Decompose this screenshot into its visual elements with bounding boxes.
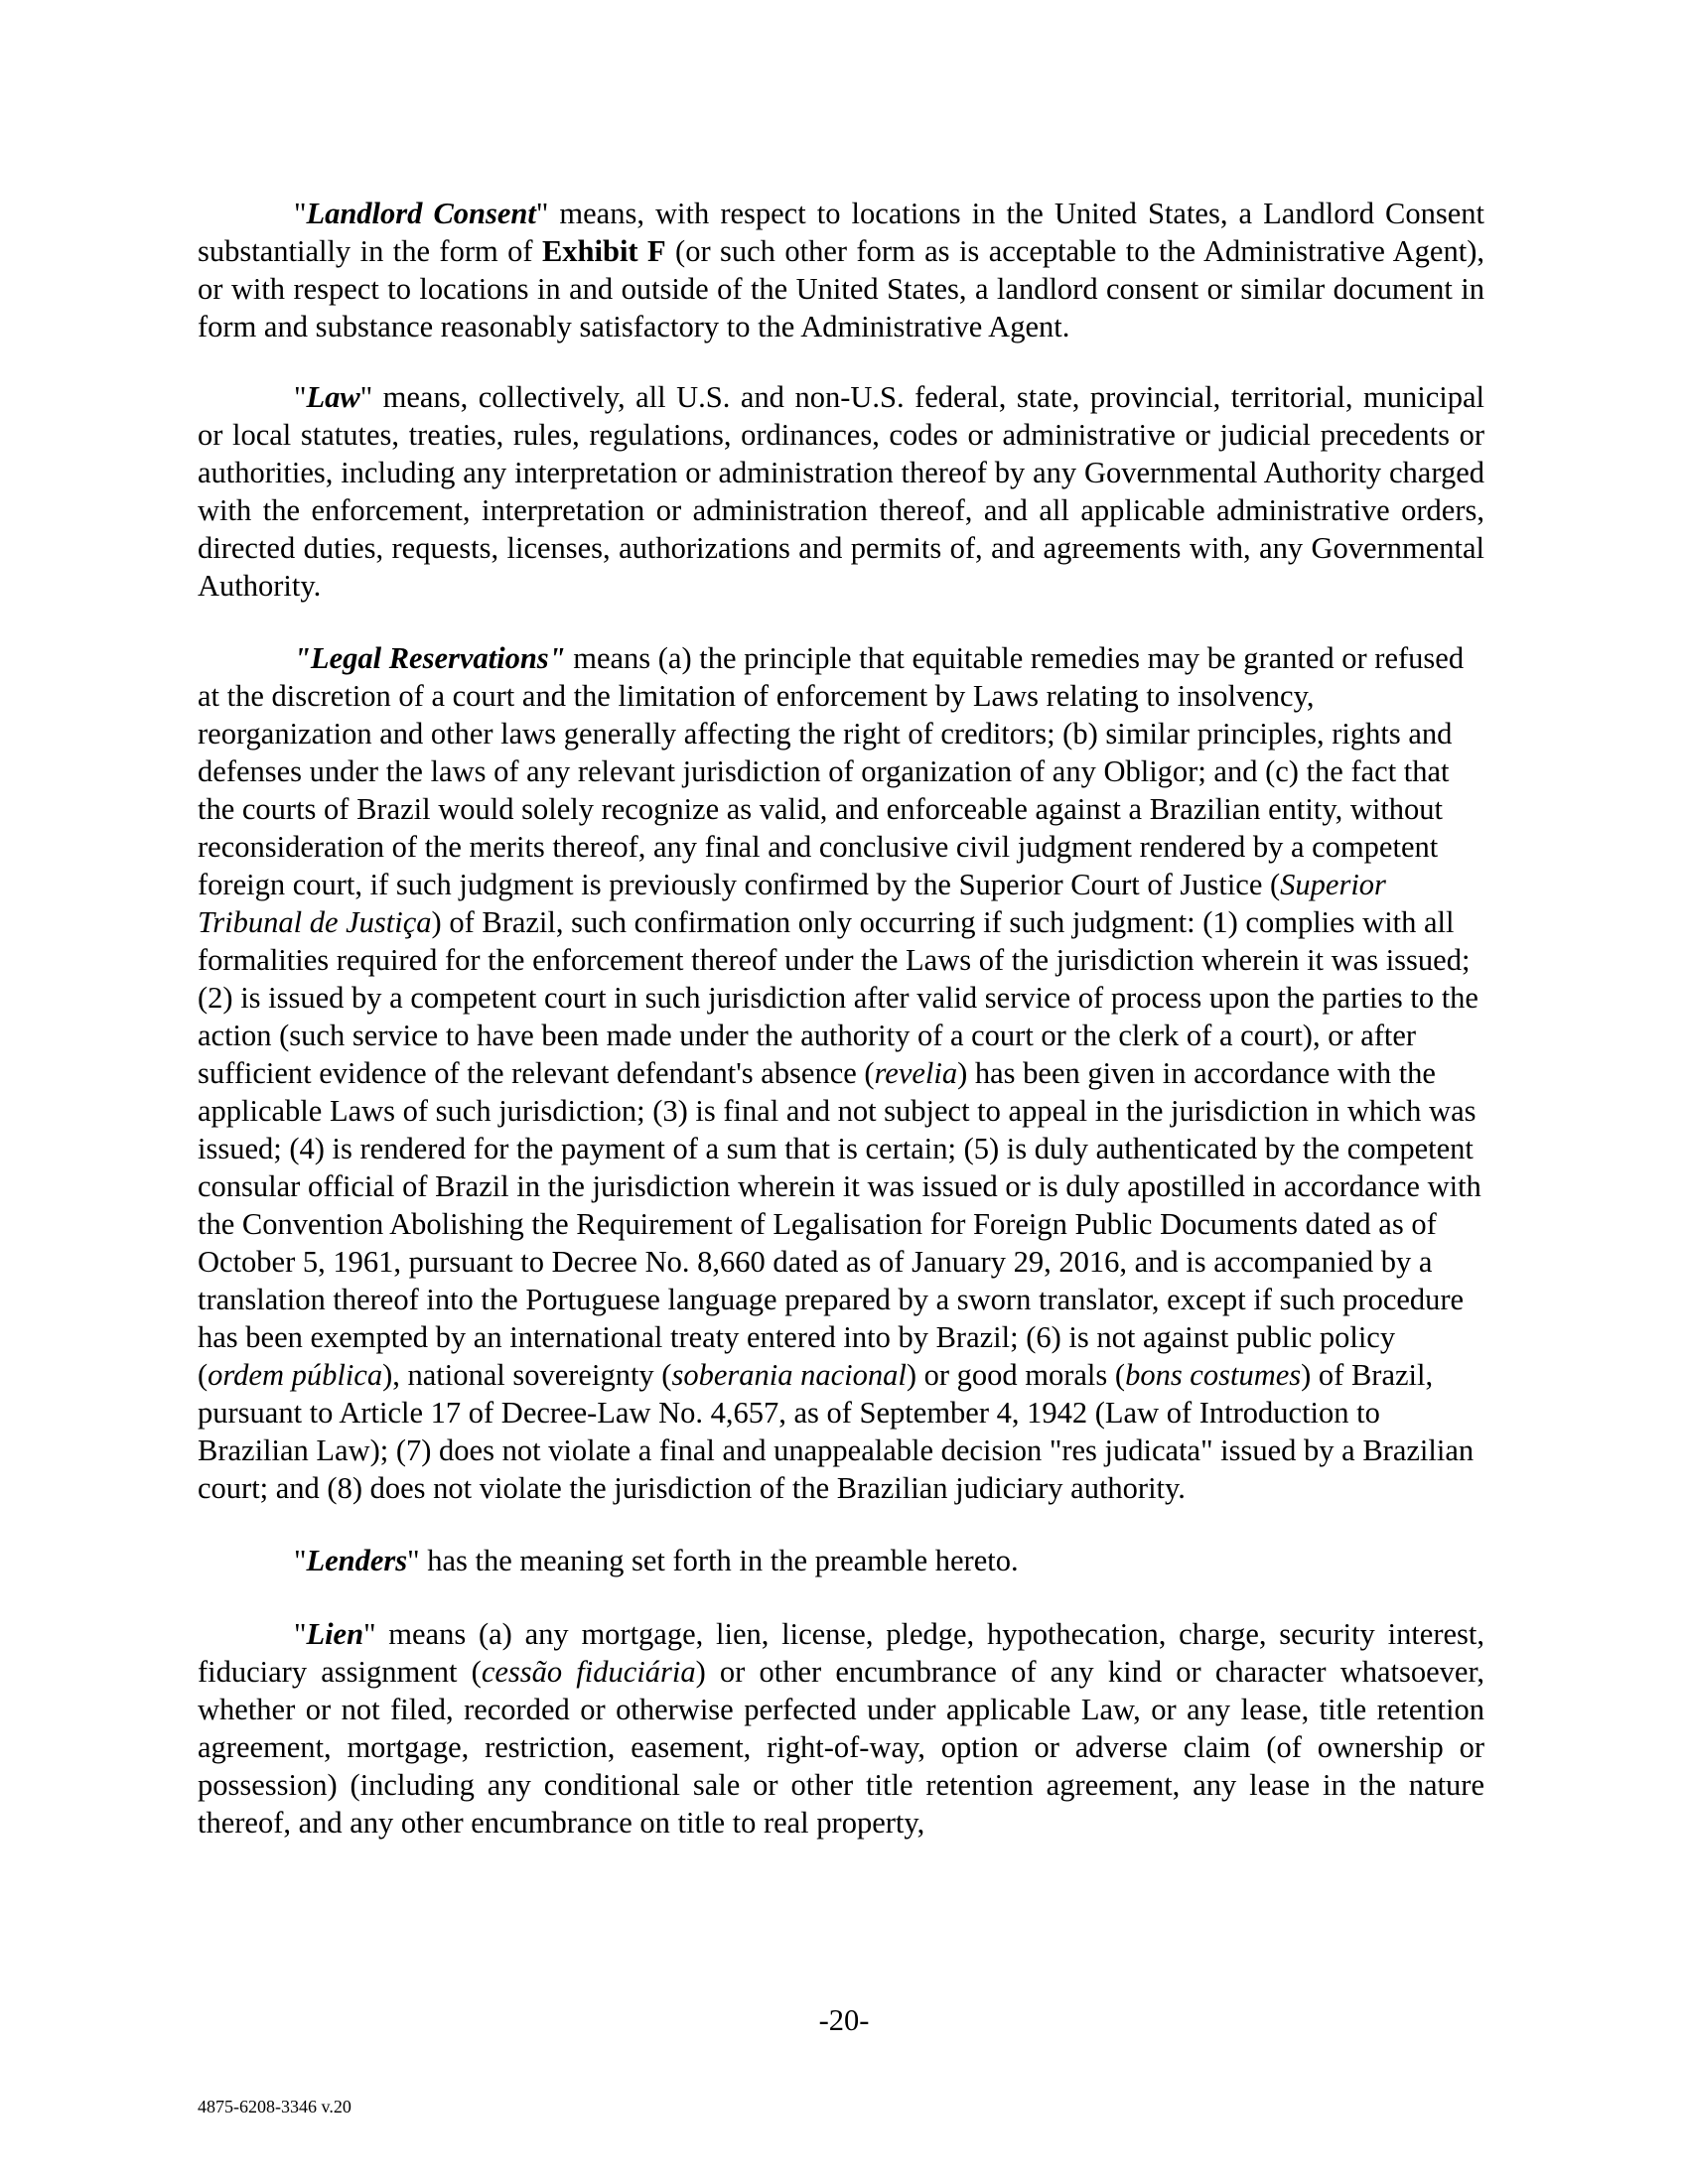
- definition-text: ) of Brazil, such confirmation only occurring if such judgment: (1) complies with all formalities required for the enforcement thereof under the Laws of the jurisdiction wherein it was issued; (2) is issued by a competent court in such jurisdiction after valid service of process upon the parties to the action (such service to have been made under the authority of a court or the clerk of a court), or after sufficient evidence of the relevant defendant's absence (: [198, 905, 1478, 1090]
- foreign-term: bons costumes: [1125, 1358, 1302, 1392]
- document-id: 4875-6208-3346 v.20: [198, 2097, 352, 2116]
- foreign-term: revelia: [874, 1056, 958, 1090]
- defined-term: "Legal Reservations": [294, 641, 566, 675]
- definition-text: (or such other form as is acceptable to the Administrative Agent), or with respect to locations in and outside of the United States, a landlord consent or similar document in form and substance reasonably satisfactory to the Administrative Agent.: [198, 234, 1484, 343]
- page-number: -20-: [818, 2003, 870, 2037]
- definition-lien: [198, 1615, 1484, 1842]
- definition-legal-reservations: [198, 639, 1484, 1507]
- definition-text: ) of Brazil, pursuant to Article 17 of Decree-Law No. 4,657, as of September 4, 1942 (Law of Introduction to Brazilian Law); (7) does not violate a final and unappealable decision "res judicata" issued by a Brazilian court; and (8) does not violate the jurisdiction of the Brazilian judiciary authority.: [198, 1358, 1475, 1505]
- foreign-term: soberania nacional: [671, 1358, 907, 1392]
- definition-text: ": [294, 197, 307, 230]
- definition-text: means (a) the principle that equitable remedies may be granted or refused at the discretion of a court and the limitation of enforcement by Laws relating to insolvency, reorganization and other laws generally affecting the right of creditors; (b) similar principles, rights and defenses under the laws of any relevant jurisdiction of organization of any Obligor; and (c) the fact that the courts of Brazil would solely recognize as valid, and enforceable against a Brazilian entity, without reconsideration of the merits thereof, any final and conclusive civil judgment rendered by a competent foreign court, if such judgment is previously confirmed by the Superior Court of Justice (: [198, 641, 1465, 901]
- definition-text: ) has been given in accordance with the applicable Laws of such jurisdiction; (3) is final and not subject to appeal in the jurisdiction in which was issued; (4) is rendered for the payment of a sum that is certain; (5) is duly authenticated by the competent consular official of Brazil in the jurisdiction wherein it was issued or is duly apostilled in accordance with the Convention Abolishing the Requirement of Legalisation for Foreign Public Documents dated as of October 5, 1961, pursuant to Decree No. 8,660 dated as of January 29, 2016, and is accompanied by a translation thereof into the Portuguese language prepared by a sworn translator, except if such procedure has been exempted by an international treaty entered into by Brazil; (6) is not against public policy (: [198, 1056, 1481, 1392]
- foreign-term: cessão fiduciária: [481, 1655, 696, 1689]
- defined-term: Law: [306, 380, 360, 414]
- foreign-term: ordem pública: [208, 1358, 383, 1392]
- defined-term: Landlord Consent: [306, 197, 536, 230]
- document-page: [198, 195, 1484, 1842]
- definition-text: " has the meaning set forth in the preamble hereto.: [407, 1544, 1019, 1577]
- definition-text: " means (a) any mortgage, lien, license, pledge, hypothecation, charge, security interest, fiduciary assignment (: [198, 1617, 1484, 1689]
- defined-term: Lien: [306, 1617, 364, 1651]
- definition-text: ": [294, 1544, 307, 1577]
- definition-text: ), national sovereignty (: [382, 1358, 672, 1392]
- definition-law: [198, 378, 1484, 605]
- defined-term: Lenders: [306, 1544, 408, 1577]
- exhibit-reference: Exhibit F: [541, 234, 666, 268]
- definition-text: ) or good morals (: [906, 1358, 1126, 1392]
- definition-lenders: [198, 1542, 1484, 1579]
- definition-text: " means, with respect to locations in the United States, a Landlord Consent substantially in the form of: [198, 197, 1484, 268]
- definition-landlord-consent: [198, 195, 1484, 345]
- definition-text: ) or other encumbrance of any kind or character whatsoever, whether or not filed, recorded or otherwise perfected under applicable Law, or any lease, title retention agreement, mortgage, restriction, easement, right-of-way, option or adverse claim (of ownership or possession) (including any conditional sale or other title retention agreement, any lease in the nature thereof, and any other encumbrance on title to real property,: [198, 1655, 1484, 1840]
- definition-text: " means, collectively, all U.S. and non-U.S. federal, state, provincial, territorial, municipal or local statutes, treaties, rules, regulations, ordinances, codes or administrative or judicial precedents or authorities, including any interpretation or administration thereof by any Governmental Authority charged with the enforcement, interpretation or administration thereof, and all applicable administrative orders, directed duties, requests, licenses, authorizations and permits of, and agreements with, any Governmental Authority.: [198, 380, 1484, 603]
- definition-text: ": [294, 380, 307, 414]
- definition-text: ": [294, 1617, 307, 1651]
- foreign-term: Superior Tribunal de Justiça: [198, 868, 1386, 939]
